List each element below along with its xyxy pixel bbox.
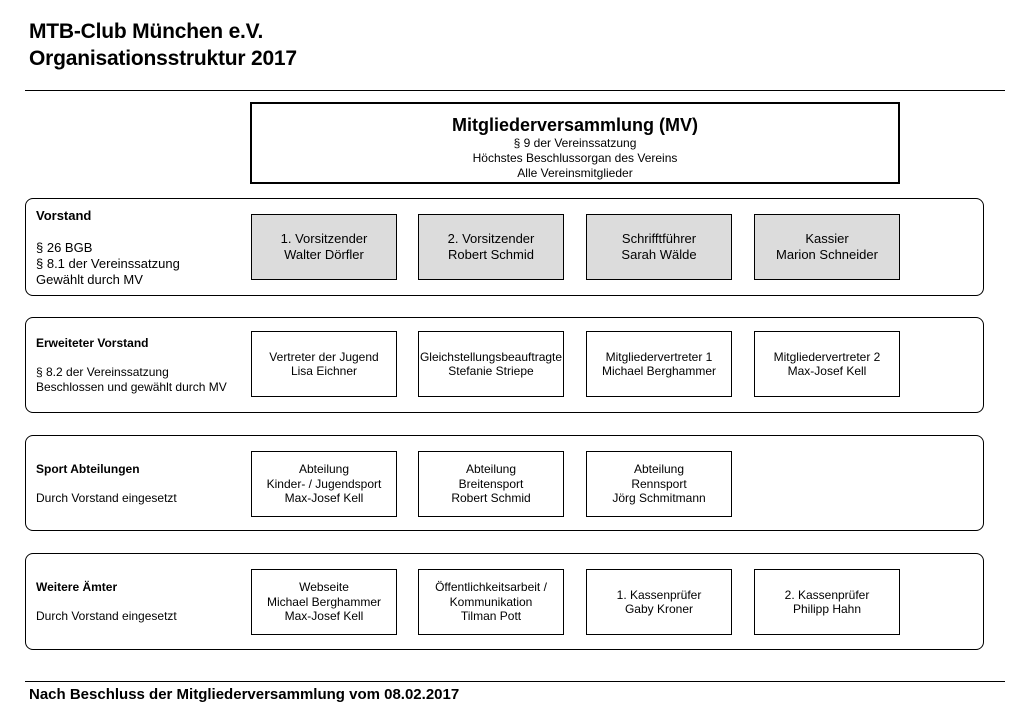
mv-title: Mitgliederversammlung (MV) [451, 115, 699, 135]
role-title: 1. Vorsitzender [280, 231, 368, 246]
role-title: Mitgliedervertreter 2 [773, 349, 881, 364]
group-line: Durch Vorstand eingesetzt [36, 609, 177, 623]
role-subtitle: Kinder- / Jugendsport [266, 476, 382, 491]
role-box [586, 214, 732, 280]
role-title: Öffentlichkeitsarbeit / [435, 580, 547, 595]
role-box [586, 569, 732, 635]
role-person: Philipp Hahn [792, 602, 862, 616]
group-label [36, 462, 177, 506]
mv-box [250, 102, 900, 184]
footer-divider [25, 681, 1005, 682]
group-title: Sport Abteilungen [36, 462, 140, 476]
group-label [36, 336, 227, 395]
group-weitere-aemter [25, 553, 984, 650]
role-person: Michael Berghammer [266, 594, 382, 609]
role-subtitle: Rennsport [631, 476, 687, 491]
role-person: Jörg Schmitmann [612, 491, 706, 506]
role-box [251, 214, 397, 280]
role-box [586, 331, 732, 397]
group-vorstand [25, 198, 984, 296]
role-person: Robert Schmid [451, 491, 531, 506]
role-title: Webseite [299, 580, 349, 595]
group-line: Durch Vorstand eingesetzt [36, 491, 177, 505]
mv-line: § 9 der Vereinssatzung [513, 136, 637, 150]
group-title: Erweiteter Vorstand [36, 336, 149, 350]
group-label [36, 580, 177, 624]
role-box [586, 451, 732, 517]
role-box [251, 569, 397, 635]
role-person: Walter Dörfler [284, 247, 364, 262]
role-box [754, 331, 900, 397]
group-title: Vorstand [36, 208, 92, 223]
role-person: Lisa Eichner [290, 364, 358, 378]
mv-line: Alle Vereinsmitglieder [517, 166, 633, 180]
role-person: Stefanie Striepe [448, 364, 534, 378]
group-sport-abteilungen [25, 435, 984, 531]
page-title: MTB-Club München e.V. [29, 20, 264, 43]
mv-line: Höchstes Beschlussorgan des Vereins [472, 151, 678, 165]
group-title: Weitere Ämter [36, 580, 118, 594]
page-subtitle: Organisationsstruktur 2017 [29, 47, 297, 70]
role-box [418, 569, 564, 635]
role-person: Max-Josef Kell [284, 491, 364, 506]
role-box [418, 451, 564, 517]
role-box [754, 214, 900, 280]
header-divider [25, 90, 1005, 91]
role-title: 2. Vorsitzender [447, 231, 535, 246]
role-title: 2. Kassenprüfer [784, 587, 870, 602]
role-box [251, 331, 397, 397]
role-title: Abteilung [465, 462, 517, 477]
role-person: Robert Schmid [448, 247, 534, 262]
role-title: Abteilung [298, 462, 350, 477]
role-subtitle: Kommunikation [449, 594, 533, 609]
role-title: Schrifftführer [621, 231, 697, 246]
role-person: Gaby Kroner [624, 602, 694, 616]
group-label [36, 208, 180, 288]
role-person: Michael Berghammer [601, 364, 717, 378]
role-title: 1. Kassenprüfer [616, 587, 702, 602]
role-title: Kassier [805, 231, 849, 246]
role-subtitle: Breitensport [458, 476, 524, 491]
role-box [754, 569, 900, 635]
role-person: Tilman Pott [460, 609, 522, 624]
group-line: § 26 BGB [36, 240, 93, 255]
group-erweiterter-vorstand [25, 317, 984, 413]
group-line: § 8.1 der Vereinssatzung [36, 256, 180, 271]
role-person: Sarah Wälde [621, 247, 697, 262]
footer-note: Nach Beschluss der Mitgliederversammlung vom 08.02.2017 [29, 686, 460, 703]
role-box [418, 214, 564, 280]
group-line: Beschlossen und gewählt durch MV [36, 380, 227, 394]
role-person: Max-Josef Kell [787, 364, 867, 378]
role-title: Gleichstellungsbeauftragte [419, 349, 563, 364]
role-title: Abteilung [633, 462, 685, 477]
role-title: Vertreter der Jugend [269, 349, 379, 364]
role-title: Mitgliedervertreter 1 [605, 349, 713, 364]
role-box [251, 451, 397, 517]
group-line: § 8.2 der Vereinssatzung [36, 365, 169, 379]
role-person: Max-Josef Kell [284, 609, 364, 624]
role-box [418, 331, 564, 397]
role-person: Marion Schneider [776, 247, 878, 262]
group-line: Gewählt durch MV [36, 272, 143, 287]
